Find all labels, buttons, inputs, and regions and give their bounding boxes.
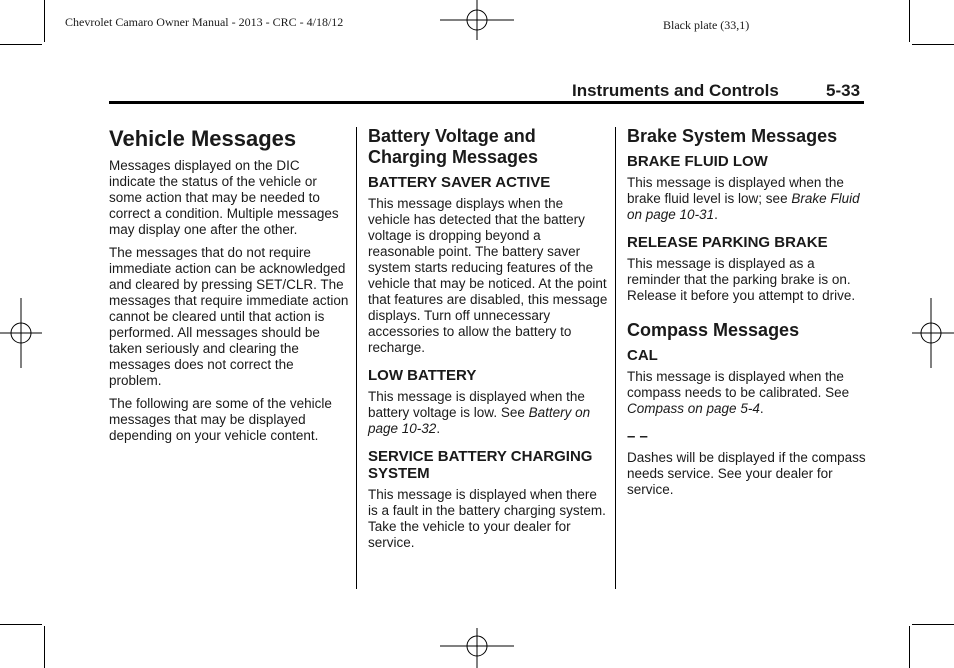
- column-vehicle-messages: [109, 126, 349, 451]
- body-text: .: [436, 421, 441, 436]
- crop-mark: [909, 626, 910, 668]
- body-paragraph: Messages displayed on the DIC indicate the status of the vehicle or some action that may be needed to correct a condition. Multiple messages may display one after the other.: [109, 158, 339, 237]
- registration-mark-top: [440, 0, 514, 40]
- section-title: Brake System Messages: [627, 126, 838, 146]
- body-text: This message is displayed when the battery voltage is low. See: [368, 389, 585, 420]
- header-rule: [109, 101, 864, 104]
- body-paragraph: This message is displayed as a reminder that the parking brake is on. Release it before you attempt to drive.: [627, 256, 856, 303]
- body-paragraph: Dashes will be displayed if the compass needs service. See your dealer for service.: [627, 450, 866, 497]
- section-title: Vehicle Messages: [109, 126, 297, 151]
- page-reference: Brake Fluid on page 10-31: [627, 191, 860, 222]
- body-paragraph: [627, 369, 867, 417]
- column-divider: [356, 127, 357, 589]
- message-heading: SERVICE BATTERY CHARGING SYSTEM: [368, 448, 593, 482]
- section-title: Compass Messages: [627, 320, 800, 340]
- plate-info-left: Chevrolet Camaro Owner Manual - 2013 - CRC - 4/18/12: [65, 15, 344, 29]
- body-paragraph: This message is displayed when there is a fault in the battery charging system. Take the vehicle to your dealer for service.: [368, 487, 606, 550]
- registration-mark-right: [912, 298, 954, 368]
- crop-mark: [0, 624, 42, 625]
- body-paragraph: The messages that do not require immediate action can be acknowledged and cleared by pressing SET/CLR. The messages that require immediate action cannot be cleared until that action is performed. All messages should be taken seriously and clearing the messages does not correct the problem.: [109, 245, 349, 388]
- crop-mark: [909, 0, 910, 42]
- body-paragraph: [627, 175, 867, 223]
- body-text: .: [714, 207, 718, 222]
- crop-mark: [0, 44, 42, 45]
- registration-mark-bottom: [440, 628, 514, 668]
- crop-mark: [44, 0, 45, 42]
- body-paragraph: The following are some of the vehicle messages that may be displayed depending on your vehicle content.: [109, 396, 332, 443]
- page-reference: Compass on page 5-4: [627, 401, 760, 416]
- chapter-title: Instruments and Controls: [572, 81, 779, 100]
- page-reference: Battery on page 10-32: [368, 405, 591, 436]
- message-heading: – –: [627, 428, 648, 445]
- body-text: This message is displayed when the compass needs to be calibrated. See: [627, 369, 850, 400]
- message-heading: BRAKE FLUID LOW: [627, 153, 768, 170]
- message-heading: LOW BATTERY: [368, 367, 477, 384]
- crop-mark: [912, 624, 954, 625]
- body-text: This message is displayed when the brake fluid level is low; see: [627, 175, 844, 206]
- column-brake-compass-messages: [627, 126, 867, 505]
- body-paragraph: This message displays when the vehicle has detected that the battery voltage is dropping beyond a reasonable point. The battery saver system starts reducing features of the vehicle that may be noticed. At the point that features are disabled, this message displays. Turn off unnecessary accessories to allow the battery to recharge.: [368, 196, 608, 355]
- body-paragraph: [368, 389, 608, 437]
- message-heading: RELEASE PARKING BRAKE: [627, 234, 828, 251]
- message-heading: BATTERY SAVER ACTIVE: [368, 174, 551, 191]
- column-divider: [615, 127, 616, 589]
- section-title: Battery Voltage and Charging Messages: [368, 126, 539, 167]
- body-text: .: [759, 401, 764, 416]
- page-number: 5-33: [826, 81, 861, 100]
- plate-info-right: Black plate (33,1): [663, 18, 750, 32]
- crop-mark: [44, 626, 45, 668]
- message-heading: CAL: [627, 347, 658, 364]
- registration-mark-left: [0, 298, 42, 368]
- crop-mark: [912, 44, 954, 45]
- column-battery-messages: [368, 126, 608, 558]
